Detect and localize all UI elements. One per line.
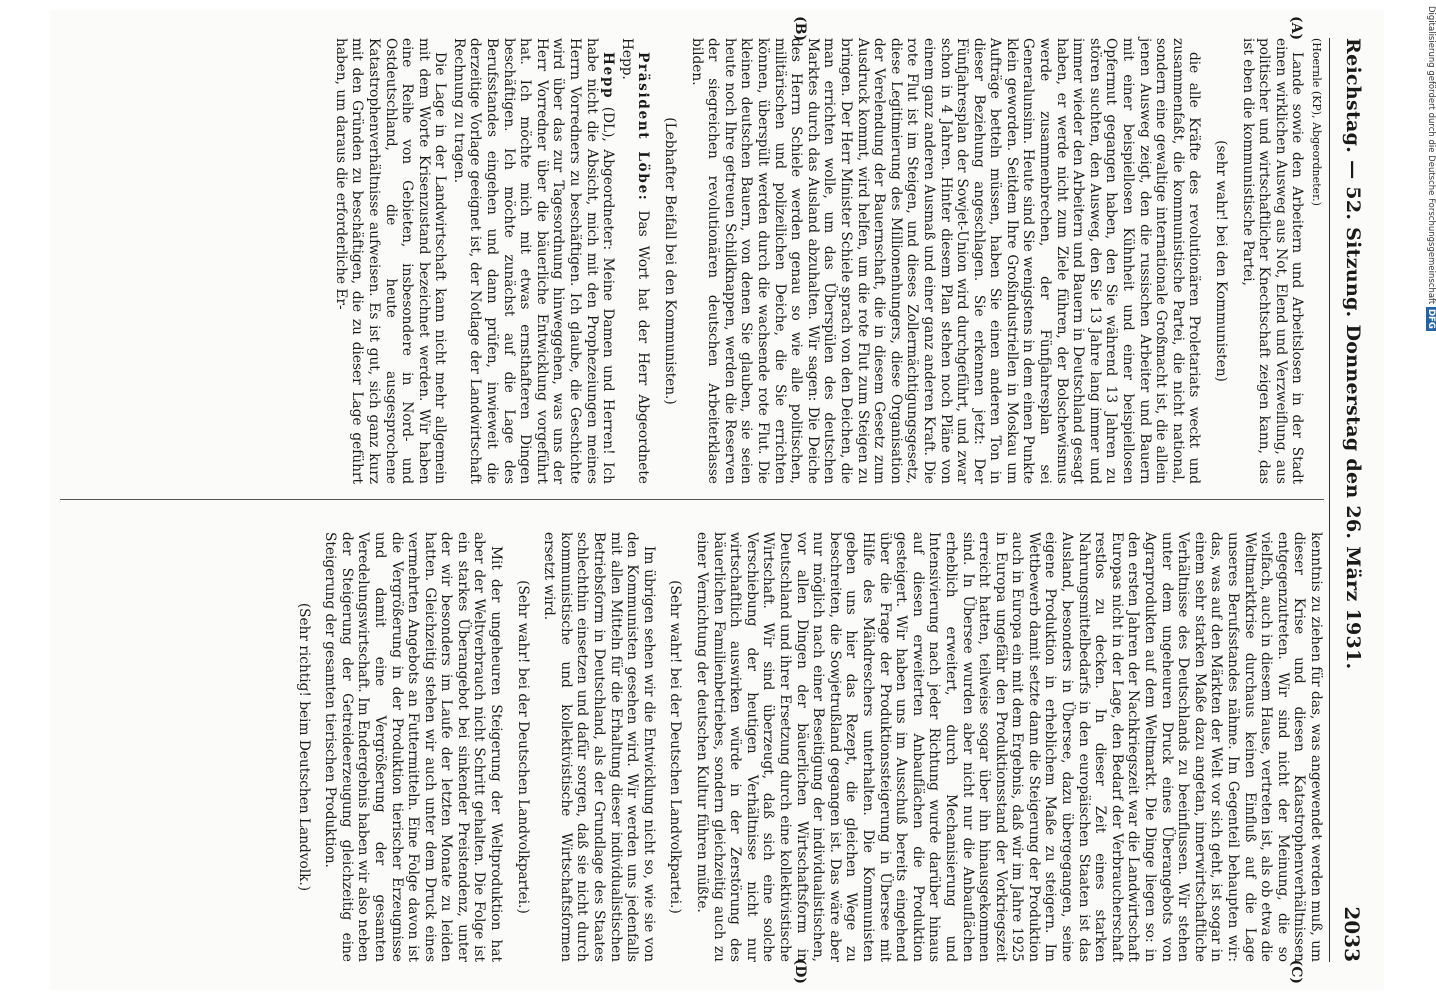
paragraph: kenntnis zu ziehen für das, was angewendet werden muß, um dieser Krise und diesen Katastrophenverhältnissen entgegenzutreten. Wir sind nicht der Meinung, die so vielfach, auch in diesem Hause, vertreten ist, als ob etwa die Weltmarktkrise durchaus keinen Einfluß auf die Lage unseres Berufsstandes nähme. Im Gegenteil behaupten wir: das, was auf den Märkten der Welt vor sich geht, ist sogar in einem sehr starken Maße dazu angetan, innerwirtschaftliche Verhältnisse des Deutschlands zu beeinflussen. Wir stehen unter dem ungeheuren Druck eines Überangebots von Agrarprodukten auf dem Weltmarkt. Die Dinge liegen so: in den ersten Jahren der Nachkriegszeit war die Landwirtschaft Europas nicht in der Lage, den Bedarf der Verbraucherschaft restlos zu decken. In dieser Zeit eines starken Nahrungsmittelbedarfs in den europäischen Staaten ist das Ausland, besonders in Übersee, dazu übergegangen, seine eigene Produktion in erheblichem Maße zu steigern. Im Wettbewerb damit setzte dann die Steigerung der Produktion auch in Europa ein mit dem Ergebnis, daß wir im Jahre 1925 in Europa ungefähr den Produktionsstand der Vorkriegszeit erreicht hatten, teilweise sogar über ihn hinausgekommen sind. In Übersee wurden aber nicht nur die Anbauflächen erheblich erweitert, durch Mechanisierung und Intensivierung nach jeder Richtung wurde darüber hinaus auf diesen erweiterten Anbauflächen die Produktion gesteigert. Wir haben uns im Ausschuß bereits eingehend über die Frage der Produktionssteigerung in Übersee mit Hilfe des Mähdreschers unterhalten. Die Kommunisten geben uns hier das Rezept, die gleichen Wege zu beschreiten, die Sowjetrußland gegangen ist. Das wäre aber nur möglich nach einer Beseitigung der individualistischen, vor allen Dingen der bäuerlichen Wirtschaftsform in Deutschland und ihrer Ersetzung durch eine kollektivistische Wirtschaft. Wir sind überzeugt, daß sich eine solche Verschiebung der heutigen Verhältnisse nicht nur wirtschaftlich auswirken würde in der Zerstörung des bäuerlichen Familienbetriebes, sondern gleichzeitig auch zu einer Vernichtung der deutschen Kultur führen müßte. (694, 532, 1324, 962)
header-title: Reichstag. — 52. Sitzung. Donnerstag den 26. März 1931. (1342, 38, 1364, 670)
right-column (60, 532, 1324, 962)
paragraph: Die Lage in der Landwirtschaft kann nicht mehr allgemein mit dem Worte Krisenzustand bezeichnet werden. Wir haben eine Reihe von Gebieten, insbesondere in Nord- und Ostdeutschland, die heute ausgesprochene Katastrophenverhältnisse aufweisen. Es ist gut, sich ganz kurz mit den Gründen zu beschäftigen, die zu dieser Lage geführt haben, um daraus die erforderliche Er- (332, 38, 449, 484)
page-number: 2033 (1340, 906, 1364, 962)
speaker-label: (Hoernle (KP), Abgeordneter.) (1310, 38, 1323, 206)
page-header (1329, 38, 1370, 962)
interjection: (Lebhafter Beifall bei den Kommunisten.) (662, 117, 679, 405)
interjection: (Sehr wahr! bei der Deutschen Landvolkpartei.) (667, 580, 684, 914)
paragraph: Im übrigen sehen wir die Entwicklung nicht so, wie sie von den Kommunisten gesehen wird. Wir werden uns jedenfalls mit allen Mitteln für die Erhaltung dieser individualistischen Betriebsform in Deutschland, als der Grundlage des Staates schlechthin einsetzen und dafür sorgen, daß sie nicht durch kommunistische und kollektivistische Wirtschaftsformen ersetzt wird. (541, 532, 657, 962)
speech-text: (DL), Abgeordneter: Meine Damen und Herren! Ich habe nicht die Absicht, mich mit den Prophezeiungen meines Herrn Vorredners zu beschäftigen. Ich glaube, die Geschichte wird über das zur Tagesordnung hinweggehen, was uns der Herr Vorredner über die bäuerliche Entwicklung vorgeführt hat. Ich möchte mich mit etwas ernsthafteren Dingen beschäftigen. Ich möchte zunächst auf die Lage des Berufsstandes eingehen und dann prüfen, inwieweit die derzeitige Vorlage geeignet ist, der Notlage der Landwirtschaft Rechnung zu tragen. (450, 38, 617, 484)
document-page (50, 10, 1384, 990)
president-paragraph (618, 38, 651, 484)
paragraph: Mit der ungeheuren Steigerung der Weltproduktion hat aber der Weltverbrauch nicht Schritt gehalten. Die Folge ist ein starkes Überangebot bei sinkender Preistendenz, unter der wir besonders im Laufe der letzten Monate zu leiden hatten. Gleichzeitig stehen wir auch unter dem Druck eines vermehrten Angebots an Futtermitteln. Eine Folge davon ist die Vergrößerung in der Produktion tierischer Erzeugnisse und damit eine Vergrößerung der gesamten Veredelungswirtschaft. Im Endergebnis haben wir also neben der Steigerung der Getreideerzeugung gleichzeitig eine Steigerung der gesamten tierischen Produktion. (322, 532, 505, 962)
text-columns (60, 16, 1324, 984)
paragraph: Lande sowie den Arbeitern und Arbeitslosen in der Stadt einen wirklichen Ausweg aus Not, Elend und Verzweiflung, aus politischer und wirtschaftlicher Knechtschaft zeigen kann, das ist eben die kommunistische Partei, (1239, 38, 1306, 484)
digitization-text: Digitalisierung gefördert durch die Deutsche Forschungsgemeinschaft (1426, 6, 1436, 305)
margin-marker-b: (B) (792, 16, 808, 42)
interjection: (Sehr richtig! beim Deutschen Landvolk.) (295, 602, 312, 892)
president-name: Präsident Löbe: (635, 52, 652, 202)
digitization-note (1426, 6, 1436, 331)
margin-marker-c: (C) (1288, 959, 1304, 984)
dfg-badge: DFG (1426, 308, 1436, 329)
speaker-name: Hepp (600, 52, 617, 100)
hepp-paragraph (450, 38, 616, 484)
margin-marker-d: (D) (792, 958, 808, 984)
left-column (60, 38, 1324, 484)
margin-marker-a: (A) (1288, 16, 1304, 41)
paragraph: die alle Kräfte des revolutionären Proletariats weckt und zusammenfaßt, die kommunistische Partei, die nicht national, sondern eine gewaltige internationale Großmacht ist, die allein jenen Ausweg zeigt, den die russischen Arbeiter und Bauern mit einer beispiellosen Kühnheit und einer beispiellosen Opfermut gegangen haben, den Sie während 13 Jahren zu stören suchten, den Ausweg, den Sie 13 Jahre lang immer und immer wieder den Arbeitern und Bauern in Deutschland gesagt haben, er werde nicht zum Ziele führen, der Bolschewismus werde zusammenbrechen, der Fünfjahresplan sei Generalunsinn. Heute sind Sie wenigstens in dem einen Punkte klein geworden. Seitdem Ihre Großindustriellen in Moskau um Aufträge betteln müssen, haben Sie einen anderen Ton in dieser Beziehung angeschlagen. Sie erkennen jetzt: Der Fünfjahresplan der Sowjet-Union wird durchgeführt, und zwar schon in 4 Jahren. Hinter diesem Plan stehen noch Pläne von einem ganz anderen Ausmaß und einer ganz anderen Kraft. Die rote Flut ist im Steigen, und dieses Zollermächtigungsgesetz, diese Legitimierung des Millionenhungers, diese Organisation der Verelendung der Bauernschaft, die in diesem Gesetz zum Ausdruck kommt, wird helfen, um die rote Flut zum Steigen zu bringen. Der Herr Minister Schiele sprach von den Deichen, die man errichten wolle, um das Überspülen des deutschen Marktes durch das Ausland abzuhalten. Wir sagen: Die Deiche des Herrn Schiele werden genau so wie alle politischen, militärischen und polizeilichen Deiche, die Sie errichten können, überspült werden durch die wachsende rote Flut. Die kleinen deutschen Bauern, von denen Sie glauben, sie seien heute noch Ihre getreuen Schildknappen, werden die Reserven der siegreichen revolutionären deutschen Arbeiterklasse bilden. (688, 38, 1203, 484)
interjection: (sehr wahr! bei den Kommunisten) (1213, 140, 1230, 382)
interjection: (Sehr wahr! bei der Deutschen Landvolkpartei.) (514, 580, 531, 914)
president-text: Das Wort hat der Herr Abgeordnete Hepp. (618, 38, 652, 484)
column-divider (60, 499, 1324, 500)
